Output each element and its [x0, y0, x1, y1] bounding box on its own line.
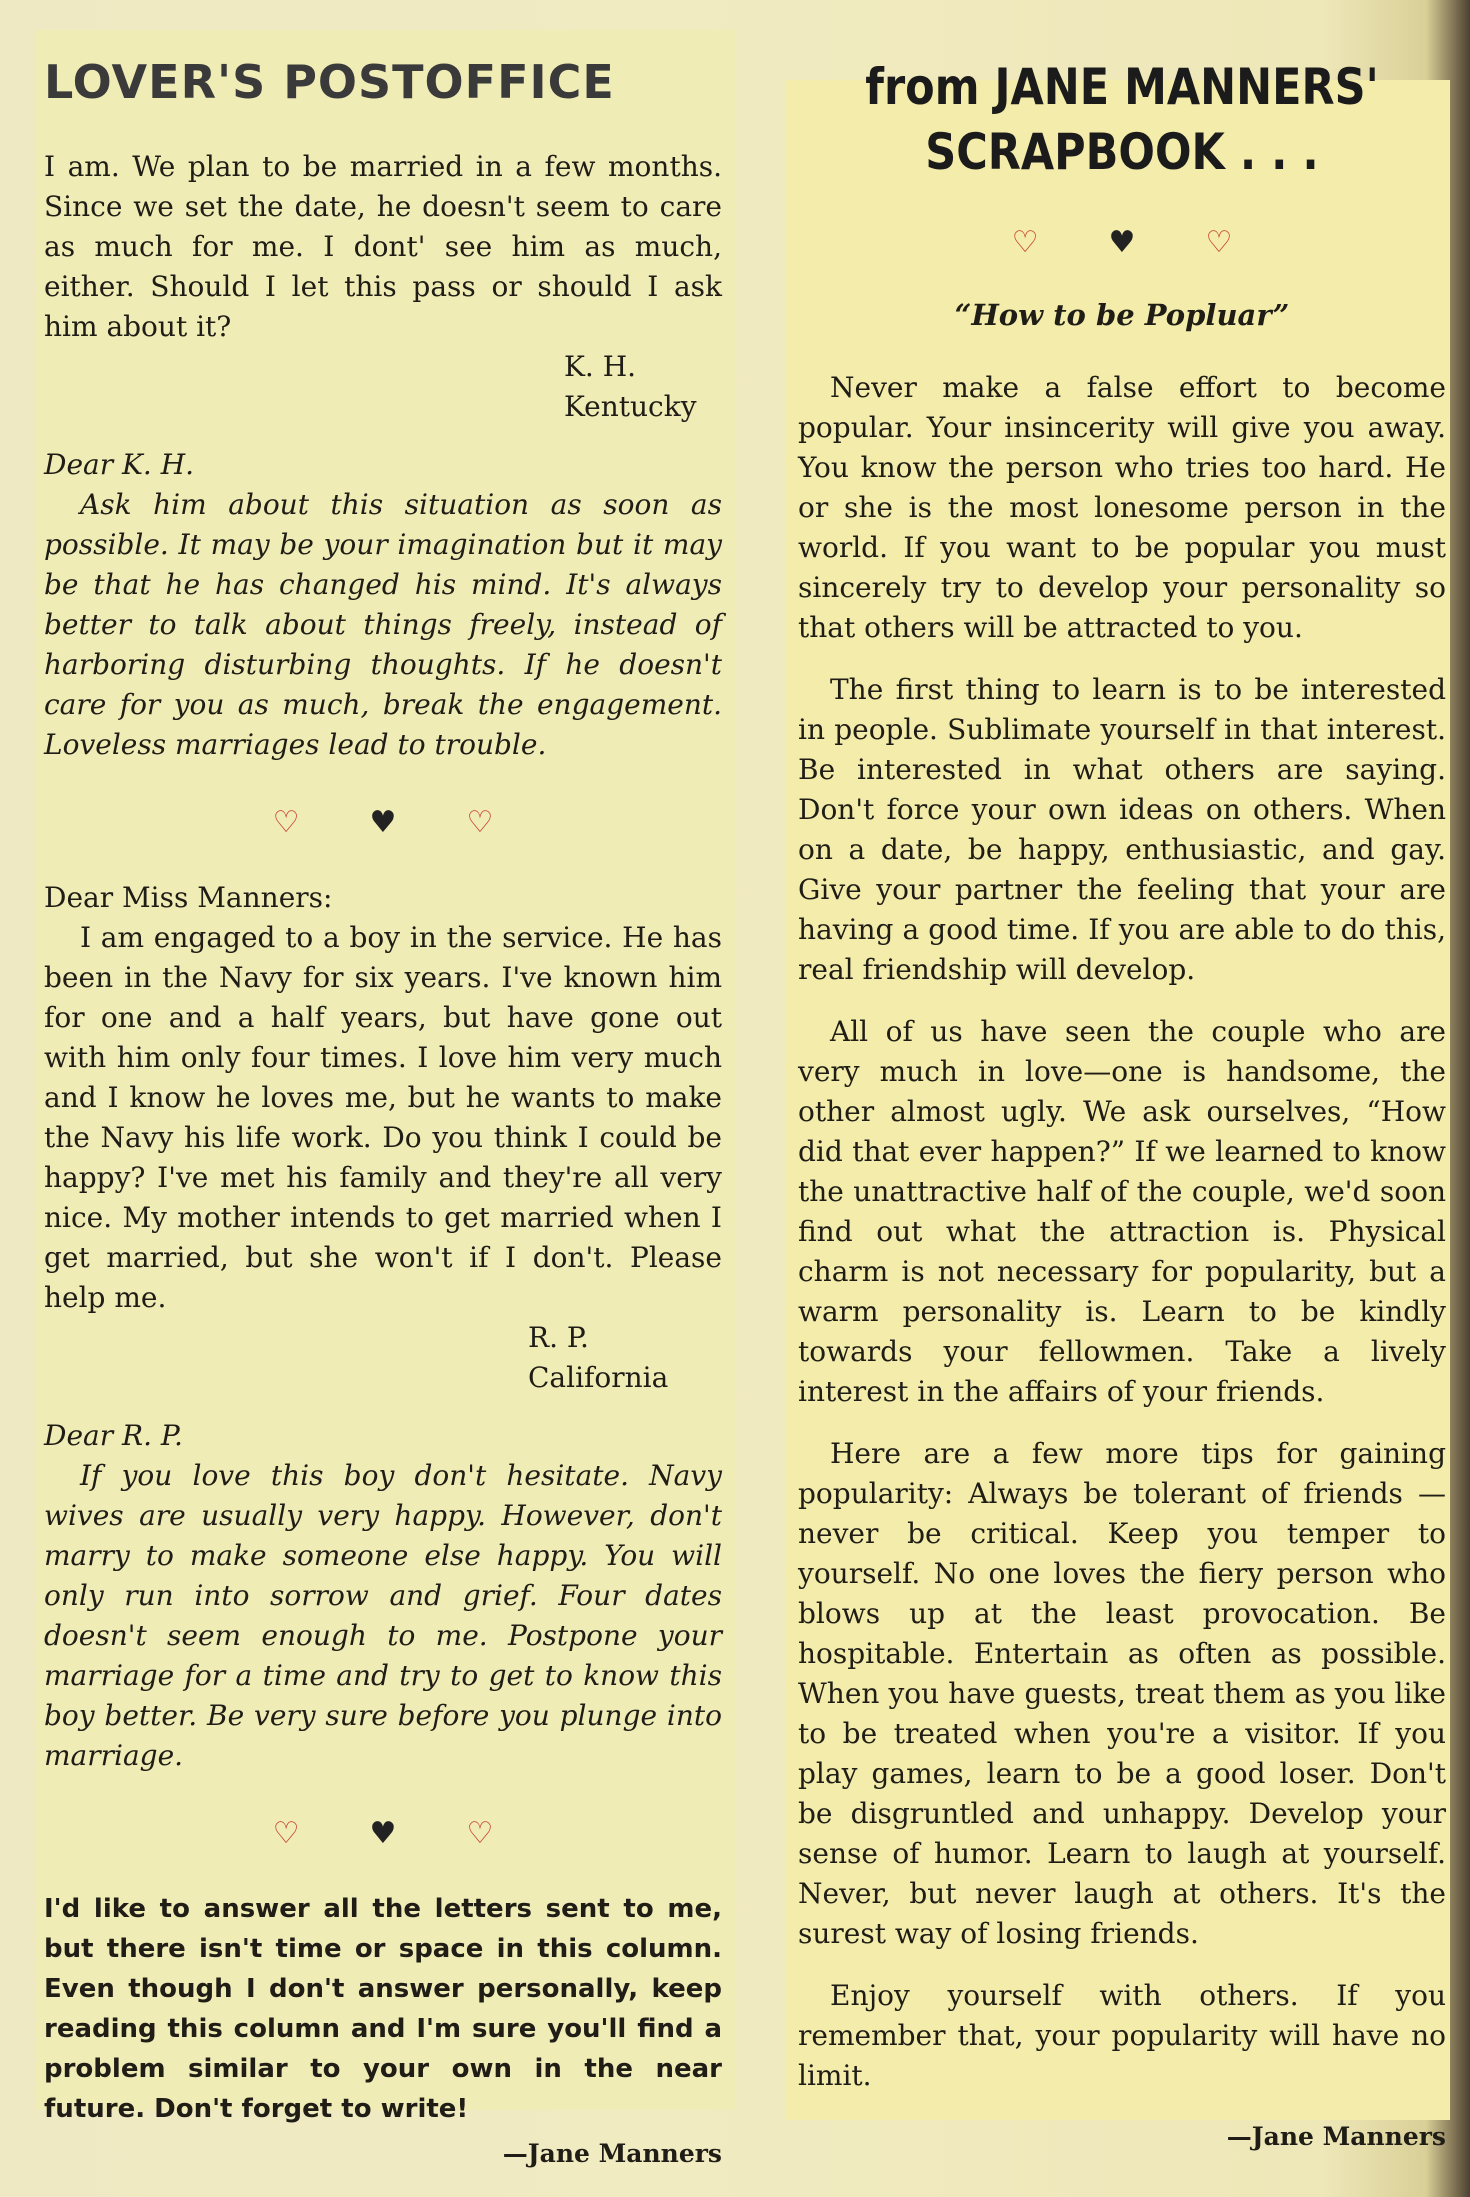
heart-solid-icon: ♥	[369, 805, 467, 840]
heart-outline-icon: ♡	[1011, 225, 1109, 260]
scrapbook-title-line2: SCRAPBOOK . . .	[925, 123, 1319, 181]
reply-kh-text: Ask him about this situation as soon as possible. It may be your imagination but it may be that he has changed his mind. It's always better to talk about things freely, instead of harboring disturbing thoughts. If he doesn't care for you as much, break the engagement. Loveless marriages lead to trouble.	[44, 488, 722, 761]
letter-rp-state: California	[528, 1361, 669, 1394]
scrapbook-title-line1: from JANE MANNERS'	[865, 58, 1379, 116]
letter-rp-salutation: Dear Miss Manners:	[44, 881, 333, 914]
letter-rp-initials: R. P.	[528, 1321, 589, 1354]
heart-solid-icon: ♥	[1108, 225, 1206, 260]
reply-rp-salutation: Dear R. P.	[44, 1419, 183, 1452]
scrapbook-signature: —Jane Manners	[1226, 2122, 1446, 2151]
reply-rp-text: If you love this boy don't hesitate. Navy wives are usually very happy. However, don't marry to make someone else happy. You will only run into sorrow and grief. Four dates doesn't seem enough to me. Postpone your marriage for a time and try to get to know this boy better. Be very sure before you plunge into marriage.	[44, 1459, 722, 1772]
letter-kh-text: I am. We plan to be married in a few months. Since we set the date, he doesn't seem to care as much for me. I dont' see him as much, either. Should I let this pass or should I ask him about it?	[44, 150, 722, 343]
article-paragraph-4: Here are a few more tips for gaining popularity: Always be tolerant of friends — never be critical. Keep you temper to yourself. No one loves the fiery person who blows up at the least provocation. Be hospitable. Entertain as often as possible. When you have guests, treat them as you like to be treated when you're a visitor. If you play games, learn to be a good loser. Don't be disgruntled and unhappy. Develop your sense of humor. Learn to laugh at yourself. Never, but never laugh at others. It's the surest way of losing friends.	[798, 1437, 1446, 1950]
column-signature: —Jane Manners	[502, 2139, 722, 2168]
heart-outline-icon: ♡	[466, 1816, 564, 1851]
heart-divider	[44, 1816, 722, 1851]
reply-kh-salutation: Dear K. H.	[44, 448, 195, 481]
lovers-postoffice-column	[44, 55, 722, 2168]
heart-outline-icon: ♡	[272, 1816, 370, 1851]
heart-solid-icon: ♥	[369, 1816, 467, 1851]
article-subtitle: “How to be Popluar”	[954, 298, 1290, 332]
heart-outline-icon: ♡	[272, 805, 370, 840]
heart-outline-icon: ♡	[1205, 225, 1303, 260]
heart-outline-icon: ♡	[466, 805, 564, 840]
column-title: LOVER'S POSTOFFICE	[44, 55, 615, 109]
article-paragraph-3: All of us have seen the couple who are very much in love—one is handsome, the other almost ugly. We ask ourselves, “How did that ever happen?” If we learned to know the unattractive half of the couple, we'd soon find out what the attraction is. Physical charm is not necessary for popularity, but a warm personality is. Learn to be kindly towards your fellowmen. Take a lively interest in the affairs of your friends.	[798, 1015, 1446, 1408]
article-paragraph-5: Enjoy yourself with others. If you remember that, your popularity will have no limit.	[798, 1979, 1446, 2092]
scrapbook-column	[798, 55, 1446, 2151]
letter-kh-initials: K. H.	[564, 350, 637, 383]
heart-divider	[44, 805, 722, 840]
letter-kh-state: Kentucky	[564, 390, 697, 423]
closing-note: I'd like to answer all the letters sent to me, but there isn't time or space in this column. Even though I don't answer personally, keep reading this column and I'm sure you'll find a problem similar to your own in the near future. Don't forget to write!	[44, 1894, 722, 2124]
article-paragraph-2: The first thing to learn is to be interested in people. Sublimate yourself in that interest. Be interested in what others are saying. Don't force your own ideas on others. When on a date, be happy, enthusiastic, and gay. Give your partner the feeling that your are having a good time. If you are able to do this, real friendship will develop.	[798, 673, 1446, 986]
letter-rp-text: I am engaged to a boy in the service. He has been in the Navy for six years. I've known him for one and a half years, but have gone out with him only four times. I love him very much and I know he loves me, but he wants to make the Navy his life work. Do you think I could be happy? I've met his family and they're all very nice. My mother intends to get married when I get married, but she won't if I don't. Please help me.	[44, 921, 722, 1314]
article-paragraph-1: Never make a false effort to become popular. Your insincerity will give you away. You know the person who tries too hard. He or she is the most lonesome person in the world. If you want to be popular you must sincerely try to develop your personality so that others will be attracted to you.	[798, 371, 1446, 644]
heart-divider	[798, 225, 1446, 260]
